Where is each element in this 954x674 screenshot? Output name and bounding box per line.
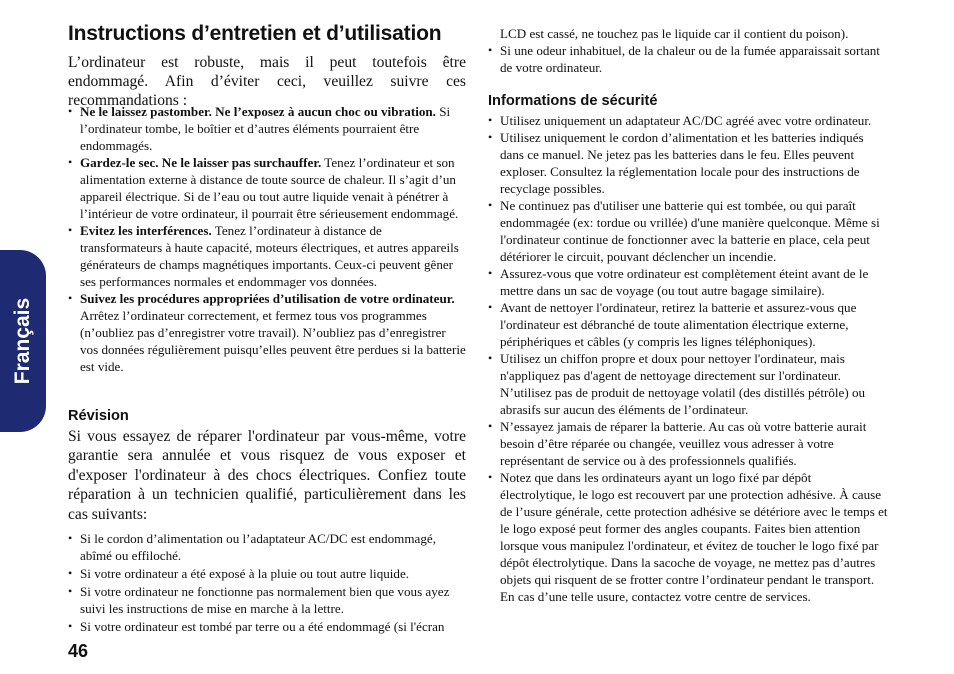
right-column-top — [488, 25, 888, 76]
list-item: • N’essayez jamais de réparer la batterie. Au cas où votre batterie aurait besoin d’être réparée ou changée, veuillez vous adresser à votre représentant de service ou à des professionnels qualifiés. — [488, 418, 888, 469]
continuation-list — [488, 42, 888, 76]
item-text: Tenez l’ordinateur et son alimentation externe à distance de toute source de chaleur. Il s’agit d’un appareil électrique. Si de l’eau ou tout autre liquide venait à pénétrer à l’intérieur de votre ordinateur, il pourrait être sérieusement endommagé. — [80, 155, 459, 221]
page-title: Instructions d’entretien et d’utilisation — [68, 22, 442, 45]
security-list — [488, 112, 888, 605]
item-lead: Suivez les procédures appropriées d’utilisation de votre ordinateur. — [80, 291, 455, 306]
list-item: • Utilisez un chiffon propre et doux pour nettoyer l'ordinateur, mais n'appliquez pas d'agent de nettoyage directement sur l'ordinateur. N’utilisez pas de produit de nettoyage volatil (des distillés pétrôle) ou abrasifs sur aucun des éléments de l’ordinateur. — [488, 350, 888, 418]
list-item: • Assurez-vous que votre ordinateur est complètement éteint avant de le mettre dans un sac de voyage (ou tout autre bagage similaire). — [488, 265, 888, 299]
list-item: • Avant de nettoyer l'ordinateur, retirez la batterie et assurez-vous que l'ordinateur est débranché de toute alimentation électrique externe, périphériques et câbles (y compris les lignes téléphoniques). — [488, 299, 888, 350]
list-item: • Si votre ordinateur a été exposé à la pluie ou tout autre liquide. — [68, 565, 466, 582]
item-lead: Gardez-le sec. Ne le laisser pas surchauffer. — [80, 155, 322, 170]
continuation-text: LCD est cassé, ne touchez pas le liquide car il contient du poison). — [500, 26, 849, 41]
page-number: 46 — [68, 641, 89, 661]
item-lead: Ne le laissez pastomber. Ne l’exposez à aucun choc ou vibration. — [80, 104, 436, 119]
security-heading: Informations de sécurité — [488, 93, 658, 109]
intro-paragraph: L’ordinateur est robuste, mais il peut toutefois être endommagé. Afin d’éviter ceci, veuillez suivre ces recommandations : — [68, 54, 466, 109]
list-item — [68, 290, 466, 375]
revision-paragraph: Si vous essayez de réparer l'ordinateur par vous-même, votre garantie sera annulée et vous risquez de vous exposer et d'exposer l'ordinateur à des chocs électriques. Confiez toute réparation à un technicien qualifié, particulièrement dans les cas suivants: — [68, 428, 466, 523]
list-item — [68, 103, 466, 154]
care-list — [68, 103, 466, 375]
list-item: • Utilisez uniquement le cordon d’alimentation et les batteries indiqués dans ce manuel. Ne jetez pas les batteries dans le feu. Elles peuvent exploser. Consultez la réglementation locale pour des instructions de recyclage possibles. — [488, 129, 888, 197]
language-side-tab — [0, 250, 46, 432]
list-item: • Si votre ordinateur est tombé par terre ou a été endommagé (si l'écran — [68, 618, 466, 635]
list-item: • Si le cordon d’alimentation ou l’adaptateur AC/DC est endommagé, abîmé ou effiloché. — [68, 530, 466, 564]
list-item: • Notez que dans les ordinateurs ayant un logo fixé par dépôt électrolytique, le logo est recouvert par une protection adhésive. À cause de l’usure générale, cette protection adhésive se détériore avec le temps et le logo exposé peut former des angles coupants. Faites bien attention lorsque vous manipulez l'ordinateur, et évitez de toucher le logo fixé par dépôt électrolytique. Dans la sacoche de voyage, ne mettez pas d’autres objets qui risquent de se frotter contre l’ordinateur pendant le transport. En cas d’une telle usure, contactez votre centre de services. — [488, 469, 888, 605]
list-item — [68, 222, 466, 290]
revision-heading: Révision — [68, 408, 129, 424]
list-item: • Si votre ordinateur ne fonctionne pas normalement bien que vous ayez suivi les instructions de mise en marche à la lettre. — [68, 583, 466, 617]
list-item: • Utilisez uniquement un adaptateur AC/DC agréé avec votre ordinateur. — [488, 112, 888, 129]
language-tab-label: Français — [11, 297, 34, 385]
list-item — [68, 154, 466, 222]
item-text: Arrêtez l’ordinateur correctement, et fermez tous vos programmes (n’oubliez pas d’enregistrer votre travail). N’oubliez pas d’enregistrer vos données régulièrement puisqu’elles peuvent être perdues si la batterie est vide. — [80, 308, 466, 374]
item-lead: Evitez les interférences. — [80, 223, 212, 238]
list-item: • Ne continuez pas d'utiliser une batterie qui est tombée, ou qui paraît endommagée (ex: tordue ou vrillée) d'une manière quelconque. Même si l'ordinateur continue de fonctionner avec la batterie en place, cela peut détériorer le circuit, pouvant déclencher un incendie. — [488, 197, 888, 265]
list-item: • Si une odeur inhabituel, de la chaleur ou de la fumée apparaissait sortant de votre ordinateur. — [488, 42, 888, 76]
item-text: Tenez l’ordinateur à distance de transformateurs à haute capacité, moteurs électriques, et autres appareils générateurs de champs magnétiques importants. Ceux-ci peuvent gêner ses performances normales et endommager vos données. — [80, 223, 459, 289]
revision-list — [68, 530, 466, 636]
item-text: Si l’ordinateur tombe, le boîtier et d’autres éléments pourraient être endommagés. — [80, 104, 451, 153]
